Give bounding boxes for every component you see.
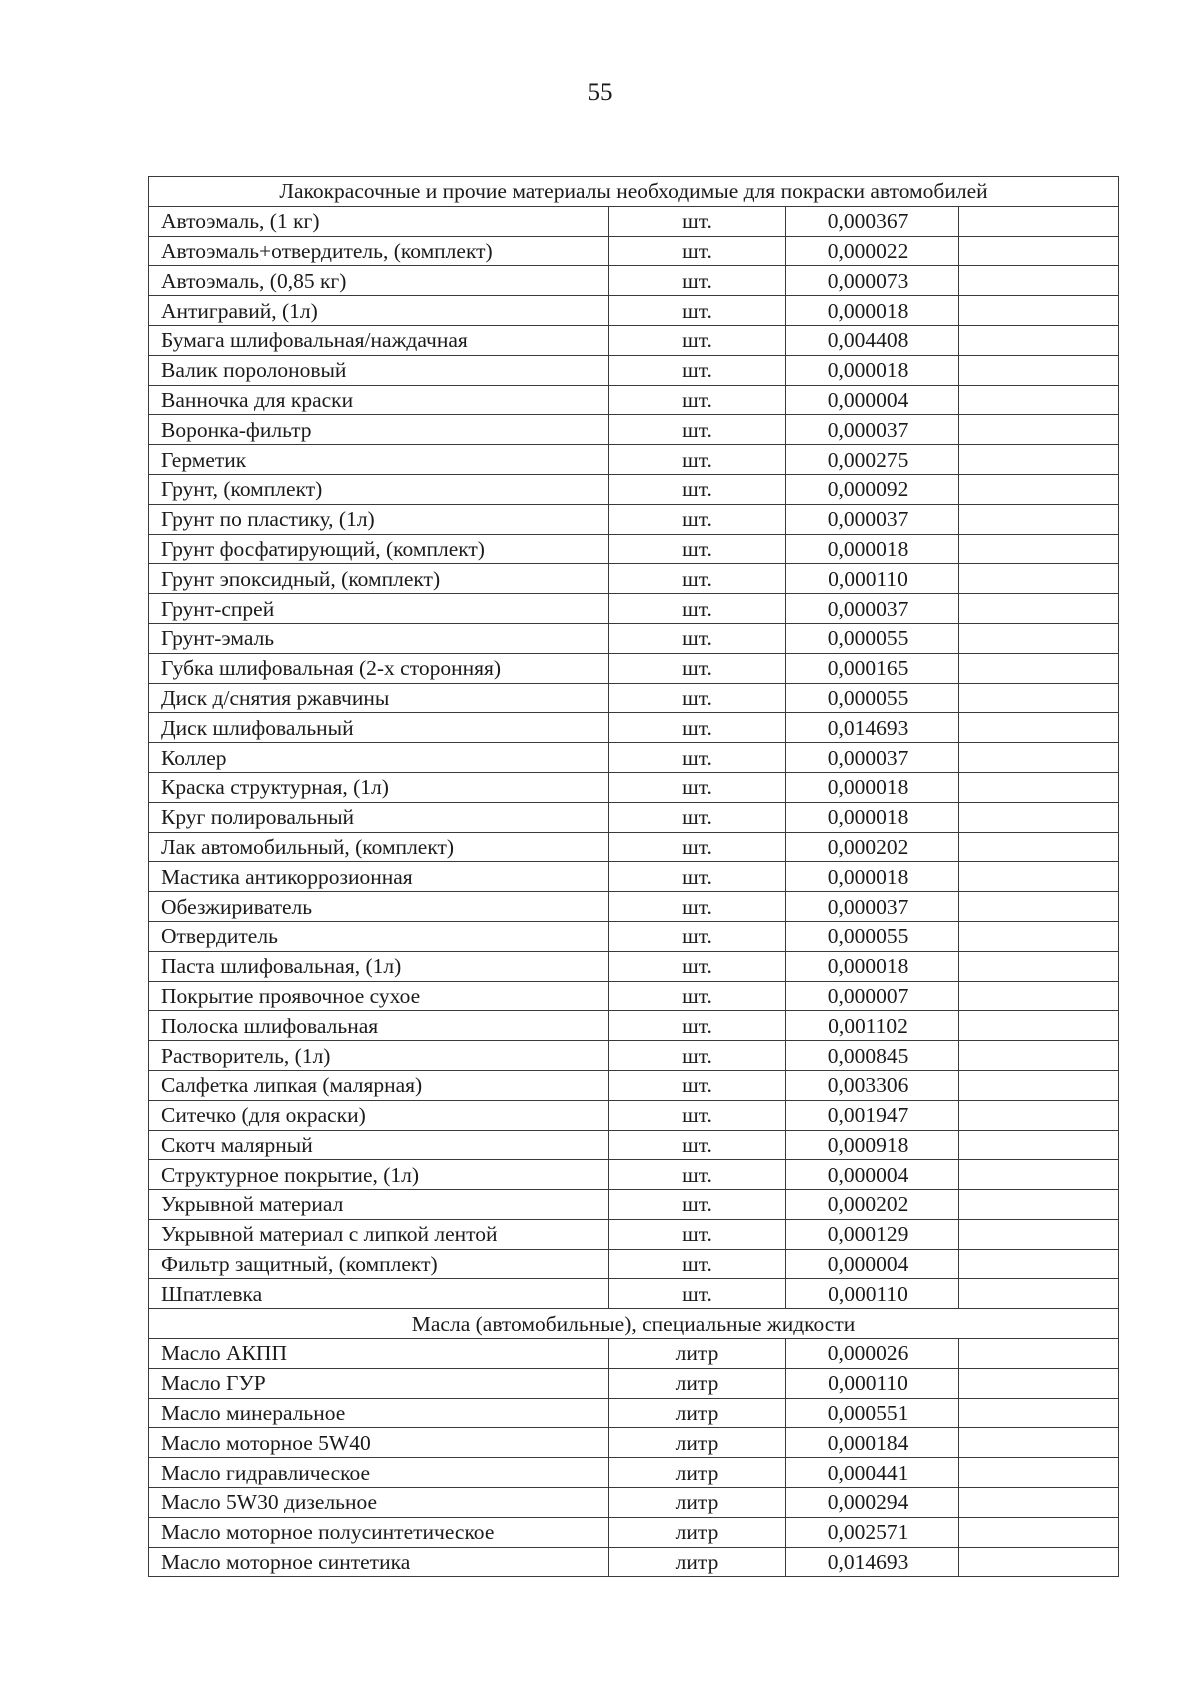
table-row <box>149 772 1119 802</box>
empty-cell <box>959 1368 1119 1398</box>
empty-cell <box>959 1398 1119 1428</box>
table-row <box>149 1458 1119 1488</box>
norm-value-cell: 0,000004 <box>786 385 959 415</box>
material-name-cell: Укрывной материал <box>149 1190 609 1220</box>
norm-value-cell: 0,000055 <box>786 623 959 653</box>
unit-cell: шт. <box>609 504 786 534</box>
norm-value-cell: 0,003306 <box>786 1070 959 1100</box>
table-row <box>149 474 1119 504</box>
material-name-cell: Паста шлифовальная, (1л) <box>149 951 609 981</box>
material-name-cell: Грунт-спрей <box>149 594 609 624</box>
norm-value-cell: 0,000018 <box>786 534 959 564</box>
table-row <box>149 1488 1119 1518</box>
material-name-cell: Грунт, (комплект) <box>149 474 609 504</box>
table-row <box>149 802 1119 832</box>
unit-cell: шт. <box>609 1160 786 1190</box>
material-name-cell: Грунт фосфатирующий, (комплект) <box>149 534 609 564</box>
material-name-cell: Валик поролоновый <box>149 355 609 385</box>
material-name-cell: Покрытие проявочное сухое <box>149 981 609 1011</box>
table-row <box>149 504 1119 534</box>
unit-cell: литр <box>609 1547 786 1577</box>
material-name-cell: Антигравий, (1л) <box>149 296 609 326</box>
table-row <box>149 534 1119 564</box>
materials-table <box>148 176 1119 1577</box>
table-row <box>149 1428 1119 1458</box>
material-name-cell: Автоэмаль+отвердитель, (комплект) <box>149 236 609 266</box>
table-row <box>149 1070 1119 1100</box>
table-row <box>149 1368 1119 1398</box>
norm-value-cell: 0,000073 <box>786 266 959 296</box>
table-row <box>149 236 1119 266</box>
table-row <box>149 832 1119 862</box>
norm-value-cell: 0,002571 <box>786 1517 959 1547</box>
material-name-cell: Грунт-эмаль <box>149 623 609 653</box>
material-name-cell: Масло моторное 5W40 <box>149 1428 609 1458</box>
material-name-cell: Полоска шлифовальная <box>149 1011 609 1041</box>
empty-cell <box>959 981 1119 1011</box>
empty-cell <box>959 1488 1119 1518</box>
norm-value-cell: 0,000018 <box>786 802 959 832</box>
norm-value-cell: 0,000037 <box>786 594 959 624</box>
norm-value-cell: 0,000055 <box>786 921 959 951</box>
material-name-cell: Бумага шлифовальная/наждачная <box>149 325 609 355</box>
material-name-cell: Растворитель, (1л) <box>149 1041 609 1071</box>
unit-cell: шт. <box>609 415 786 445</box>
table-row <box>149 1219 1119 1249</box>
norm-value-cell: 0,000551 <box>786 1398 959 1428</box>
empty-cell <box>959 385 1119 415</box>
unit-cell: литр <box>609 1458 786 1488</box>
unit-cell: шт. <box>609 802 786 832</box>
unit-cell: шт. <box>609 683 786 713</box>
empty-cell <box>959 355 1119 385</box>
section-title: Масла (автомобильные), специальные жидкости <box>149 1309 1119 1339</box>
norm-value-cell: 0,000018 <box>786 951 959 981</box>
table-row <box>149 743 1119 773</box>
norm-value-cell: 0,000918 <box>786 1130 959 1160</box>
material-name-cell: Диск шлифовальный <box>149 713 609 743</box>
norm-value-cell: 0,000092 <box>786 474 959 504</box>
table-row <box>149 1100 1119 1130</box>
empty-cell <box>959 1517 1119 1547</box>
material-name-cell: Масло ГУР <box>149 1368 609 1398</box>
unit-cell: шт. <box>609 1249 786 1279</box>
section-header-row <box>149 177 1119 207</box>
norm-value-cell: 0,000184 <box>786 1428 959 1458</box>
table-row <box>149 415 1119 445</box>
table-row <box>149 921 1119 951</box>
material-name-cell: Ванночка для краски <box>149 385 609 415</box>
norm-value-cell: 0,000018 <box>786 296 959 326</box>
material-name-cell: Губка шлифовальная (2-х сторонняя) <box>149 653 609 683</box>
empty-cell <box>959 415 1119 445</box>
empty-cell <box>959 1070 1119 1100</box>
empty-cell <box>959 623 1119 653</box>
material-name-cell: Масло моторное синтетика <box>149 1547 609 1577</box>
material-name-cell: Лак автомобильный, (комплект) <box>149 832 609 862</box>
empty-cell <box>959 1130 1119 1160</box>
table-row <box>149 892 1119 922</box>
unit-cell: литр <box>609 1398 786 1428</box>
table-row <box>149 385 1119 415</box>
empty-cell <box>959 1160 1119 1190</box>
empty-cell <box>959 1011 1119 1041</box>
empty-cell <box>959 594 1119 624</box>
empty-cell <box>959 534 1119 564</box>
material-name-cell: Автоэмаль, (0,85 кг) <box>149 266 609 296</box>
empty-cell <box>959 564 1119 594</box>
empty-cell <box>959 1249 1119 1279</box>
empty-cell <box>959 1190 1119 1220</box>
unit-cell: шт. <box>609 832 786 862</box>
material-name-cell: Воронка-фильтр <box>149 415 609 445</box>
table-row <box>149 206 1119 236</box>
empty-cell <box>959 743 1119 773</box>
empty-cell <box>959 474 1119 504</box>
norm-value-cell: 0,000037 <box>786 415 959 445</box>
unit-cell: шт. <box>609 1100 786 1130</box>
unit-cell: шт. <box>609 713 786 743</box>
unit-cell: шт. <box>609 951 786 981</box>
table-row <box>149 1517 1119 1547</box>
norm-value-cell: 0,014693 <box>786 1547 959 1577</box>
unit-cell: шт. <box>609 623 786 653</box>
table-row <box>149 594 1119 624</box>
empty-cell <box>959 892 1119 922</box>
table-row <box>149 564 1119 594</box>
unit-cell: шт. <box>609 385 786 415</box>
section-title: Лакокрасочные и прочие материалы необходимые для покраски автомобилей <box>149 177 1119 207</box>
table-row <box>149 355 1119 385</box>
norm-value-cell: 0,000202 <box>786 832 959 862</box>
norm-value-cell: 0,000004 <box>786 1249 959 1279</box>
unit-cell: шт. <box>609 296 786 326</box>
page-number: 55 <box>587 79 613 106</box>
material-name-cell: Отвердитель <box>149 921 609 951</box>
unit-cell: шт. <box>609 1041 786 1071</box>
empty-cell <box>959 772 1119 802</box>
unit-cell: шт. <box>609 892 786 922</box>
table-row <box>149 653 1119 683</box>
norm-value-cell: 0,000129 <box>786 1219 959 1249</box>
material-name-cell: Фильтр защитный, (комплект) <box>149 1249 609 1279</box>
table-row <box>149 713 1119 743</box>
material-name-cell: Диск д/снятия ржавчины <box>149 683 609 713</box>
norm-value-cell: 0,000022 <box>786 236 959 266</box>
table-row <box>149 623 1119 653</box>
material-name-cell: Круг полировальный <box>149 802 609 832</box>
unit-cell: шт. <box>609 474 786 504</box>
material-name-cell: Мастика антикоррозионная <box>149 862 609 892</box>
unit-cell: шт. <box>609 445 786 475</box>
unit-cell: шт. <box>609 1190 786 1220</box>
norm-value-cell: 0,001947 <box>786 1100 959 1130</box>
material-name-cell: Салфетка липкая (малярная) <box>149 1070 609 1100</box>
norm-value-cell: 0,000026 <box>786 1339 959 1369</box>
norm-value-cell: 0,000004 <box>786 1160 959 1190</box>
material-name-cell: Герметик <box>149 445 609 475</box>
table-row <box>149 1547 1119 1577</box>
material-name-cell: Шпатлевка <box>149 1279 609 1309</box>
unit-cell: шт. <box>609 1070 786 1100</box>
material-name-cell: Обезжириватель <box>149 892 609 922</box>
norm-value-cell: 0,000037 <box>786 892 959 922</box>
norm-value-cell: 0,000007 <box>786 981 959 1011</box>
norm-value-cell: 0,004408 <box>786 325 959 355</box>
empty-cell <box>959 236 1119 266</box>
unit-cell: шт. <box>609 236 786 266</box>
empty-cell <box>959 653 1119 683</box>
norm-value-cell: 0,000845 <box>786 1041 959 1071</box>
unit-cell: литр <box>609 1368 786 1398</box>
empty-cell <box>959 951 1119 981</box>
norm-value-cell: 0,000202 <box>786 1190 959 1220</box>
unit-cell: шт. <box>609 862 786 892</box>
unit-cell: шт. <box>609 772 786 802</box>
material-name-cell: Масло гидравлическое <box>149 1458 609 1488</box>
unit-cell: шт. <box>609 206 786 236</box>
empty-cell <box>959 1100 1119 1130</box>
unit-cell: шт. <box>609 325 786 355</box>
empty-cell <box>959 862 1119 892</box>
norm-value-cell: 0,000441 <box>786 1458 959 1488</box>
table-row <box>149 1190 1119 1220</box>
unit-cell: шт. <box>609 564 786 594</box>
norm-value-cell: 0,014693 <box>786 713 959 743</box>
norm-value-cell: 0,000367 <box>786 206 959 236</box>
empty-cell <box>959 683 1119 713</box>
unit-cell: шт. <box>609 981 786 1011</box>
empty-cell <box>959 1219 1119 1249</box>
table-row <box>149 296 1119 326</box>
empty-cell <box>959 1339 1119 1369</box>
table-row <box>149 1249 1119 1279</box>
unit-cell: литр <box>609 1339 786 1369</box>
unit-cell: литр <box>609 1488 786 1518</box>
material-name-cell: Укрывной материал с липкой лентой <box>149 1219 609 1249</box>
table-row <box>149 981 1119 1011</box>
norm-value-cell: 0,001102 <box>786 1011 959 1041</box>
empty-cell <box>959 504 1119 534</box>
material-name-cell: Грунт эпоксидный, (комплект) <box>149 564 609 594</box>
norm-value-cell: 0,000294 <box>786 1488 959 1518</box>
table-row <box>149 445 1119 475</box>
norm-value-cell: 0,000037 <box>786 504 959 534</box>
unit-cell: шт. <box>609 1011 786 1041</box>
empty-cell <box>959 713 1119 743</box>
unit-cell: шт. <box>609 1279 786 1309</box>
section-header-row <box>149 1309 1119 1339</box>
materials-table-body <box>149 177 1119 1577</box>
norm-value-cell: 0,000110 <box>786 1368 959 1398</box>
empty-cell <box>959 206 1119 236</box>
unit-cell: шт. <box>609 534 786 564</box>
empty-cell <box>959 266 1119 296</box>
unit-cell: шт. <box>609 653 786 683</box>
norm-value-cell: 0,000165 <box>786 653 959 683</box>
unit-cell: шт. <box>609 266 786 296</box>
norm-value-cell: 0,000110 <box>786 1279 959 1309</box>
table-row <box>149 1130 1119 1160</box>
material-name-cell: Масло моторное полусинтетическое <box>149 1517 609 1547</box>
empty-cell <box>959 921 1119 951</box>
table-row <box>149 951 1119 981</box>
empty-cell <box>959 1458 1119 1488</box>
table-row <box>149 862 1119 892</box>
norm-value-cell: 0,000018 <box>786 355 959 385</box>
unit-cell: шт. <box>609 1130 786 1160</box>
unit-cell: литр <box>609 1517 786 1547</box>
material-name-cell: Структурное покрытие, (1л) <box>149 1160 609 1190</box>
unit-cell: шт. <box>609 743 786 773</box>
unit-cell: шт. <box>609 594 786 624</box>
table-row <box>149 1279 1119 1309</box>
empty-cell <box>959 1428 1119 1458</box>
empty-cell <box>959 1041 1119 1071</box>
table-row <box>149 1011 1119 1041</box>
material-name-cell: Масло АКПП <box>149 1339 609 1369</box>
unit-cell: шт. <box>609 921 786 951</box>
table-row <box>149 1041 1119 1071</box>
material-name-cell: Автоэмаль, (1 кг) <box>149 206 609 236</box>
norm-value-cell: 0,000055 <box>786 683 959 713</box>
empty-cell <box>959 832 1119 862</box>
material-name-cell: Ситечко (для окраски) <box>149 1100 609 1130</box>
norm-value-cell: 0,000018 <box>786 772 959 802</box>
norm-value-cell: 0,000037 <box>786 743 959 773</box>
material-name-cell: Масло 5W30 дизельное <box>149 1488 609 1518</box>
norm-value-cell: 0,000110 <box>786 564 959 594</box>
material-name-cell: Краска структурная, (1л) <box>149 772 609 802</box>
empty-cell <box>959 325 1119 355</box>
material-name-cell: Масло минеральное <box>149 1398 609 1428</box>
unit-cell: шт. <box>609 1219 786 1249</box>
table-row <box>149 325 1119 355</box>
table-row <box>149 1398 1119 1428</box>
empty-cell <box>959 445 1119 475</box>
empty-cell <box>959 1547 1119 1577</box>
table-row <box>149 683 1119 713</box>
unit-cell: шт. <box>609 355 786 385</box>
norm-value-cell: 0,000018 <box>786 862 959 892</box>
empty-cell <box>959 802 1119 832</box>
table-row <box>149 1339 1119 1369</box>
empty-cell <box>959 1279 1119 1309</box>
unit-cell: литр <box>609 1428 786 1458</box>
empty-cell <box>959 296 1119 326</box>
table-row <box>149 266 1119 296</box>
material-name-cell: Грунт по пластику, (1л) <box>149 504 609 534</box>
table-row <box>149 1160 1119 1190</box>
material-name-cell: Коллер <box>149 743 609 773</box>
material-name-cell: Скотч малярный <box>149 1130 609 1160</box>
norm-value-cell: 0,000275 <box>786 445 959 475</box>
